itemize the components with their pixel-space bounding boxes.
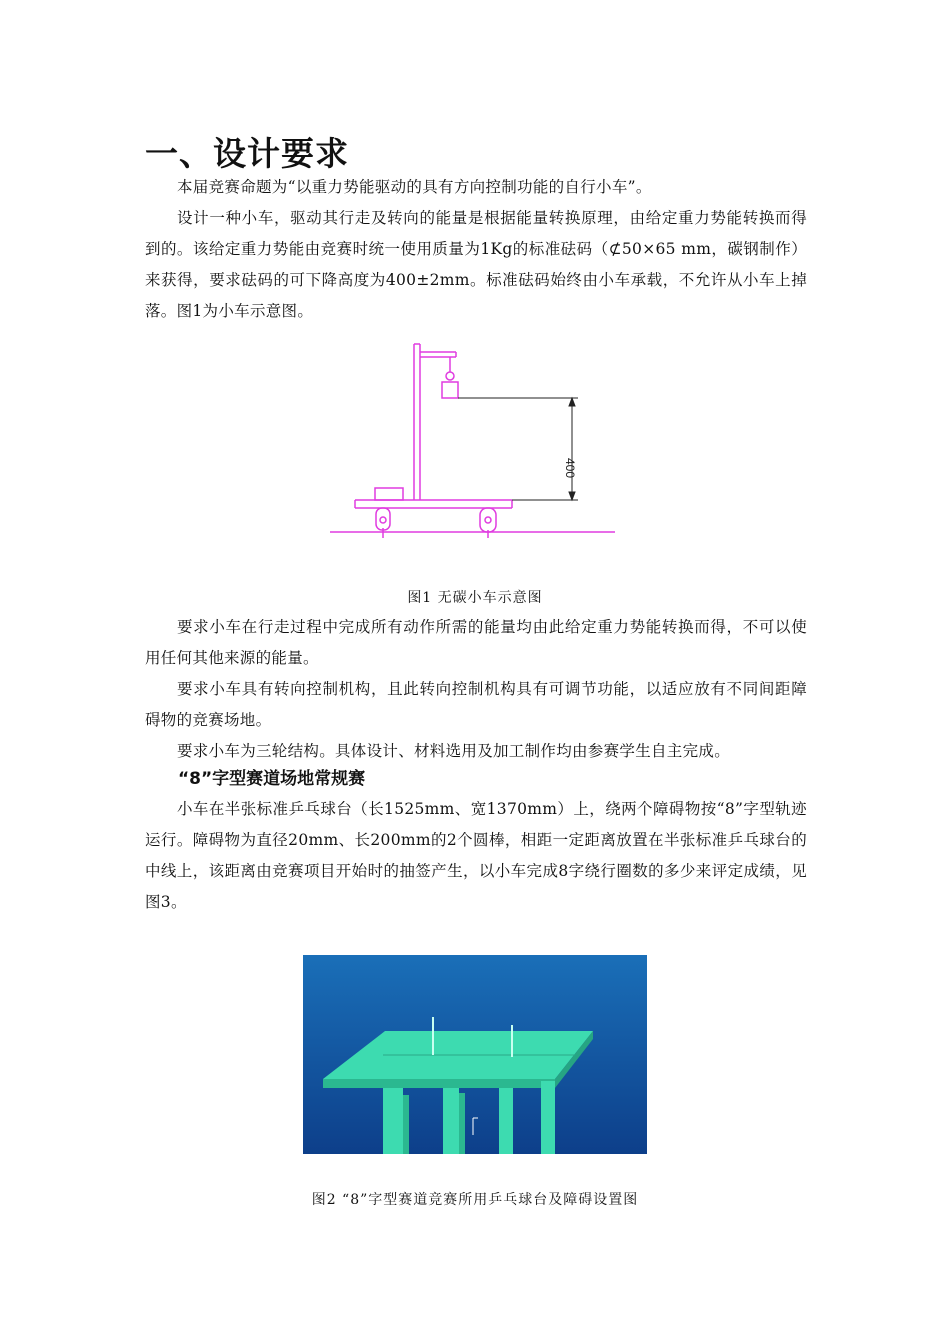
paragraph-three-wheel: 要求小车为三轮结构。具体设计、材料选用及加工制作均由参赛学生自主完成。: [177, 742, 731, 760]
paragraph-steering: 要求小车具有转向控制机构，且此转向控制机构具有可调节功能，以适应放有不同间距障碍物的竞赛场地。: [145, 680, 807, 729]
figure1-caption: 图1 无碳小车示意图: [407, 590, 543, 606]
subheading-figure8-track: “8”字型赛道场地常规赛: [178, 769, 366, 789]
paragraph-energy-source: 要求小车在行走过程中完成所有动作所需的能量均由此给定重力势能转换而得，不可以使用任何其他来源的能量。: [145, 618, 807, 667]
section-heading: 一、设计要求: [145, 134, 349, 173]
paragraph-energy: 设计一种小车，驱动其行走及转向的能量是根据能量转换原理，由给定重力势能转换而得到的。该给定重力势能由竞赛时统一使用质量为1Kg的标准砝码（⊄50×65 mm，碳钢制作）来获得，要求砝码的可下降高度为400±2mm。标准砝码始终由小车承载，不允许从小车上掉落。图1为小车示意图。: [145, 209, 807, 320]
pingpong-table-figure: [303, 955, 647, 1154]
paragraph-track-rules: 小车在半张标准乒乓球台（长1525mm、宽1370mm）上，绕两个障碍物按“8”字型轨迹运行。障碍物为直径20mm、长200mm的2个圆棒，相距一定距离放置在半张标准乒乓球台的中线上，该距离由竞赛项目开始时的抽签产生，以小车完成8字绕行圈数的多少来评定成绩，见图3。: [145, 800, 807, 911]
cart-schematic-figure: [330, 340, 630, 540]
figure2-caption: 图2 “8”字型赛道竞赛所用乒乓球台及障碍设置图: [311, 1192, 639, 1208]
dimension-label: 400: [563, 458, 577, 479]
paragraph-theme: 本届竞赛命题为“以重力势能驱动的具有方向控制功能的自行小车”。: [177, 178, 652, 196]
